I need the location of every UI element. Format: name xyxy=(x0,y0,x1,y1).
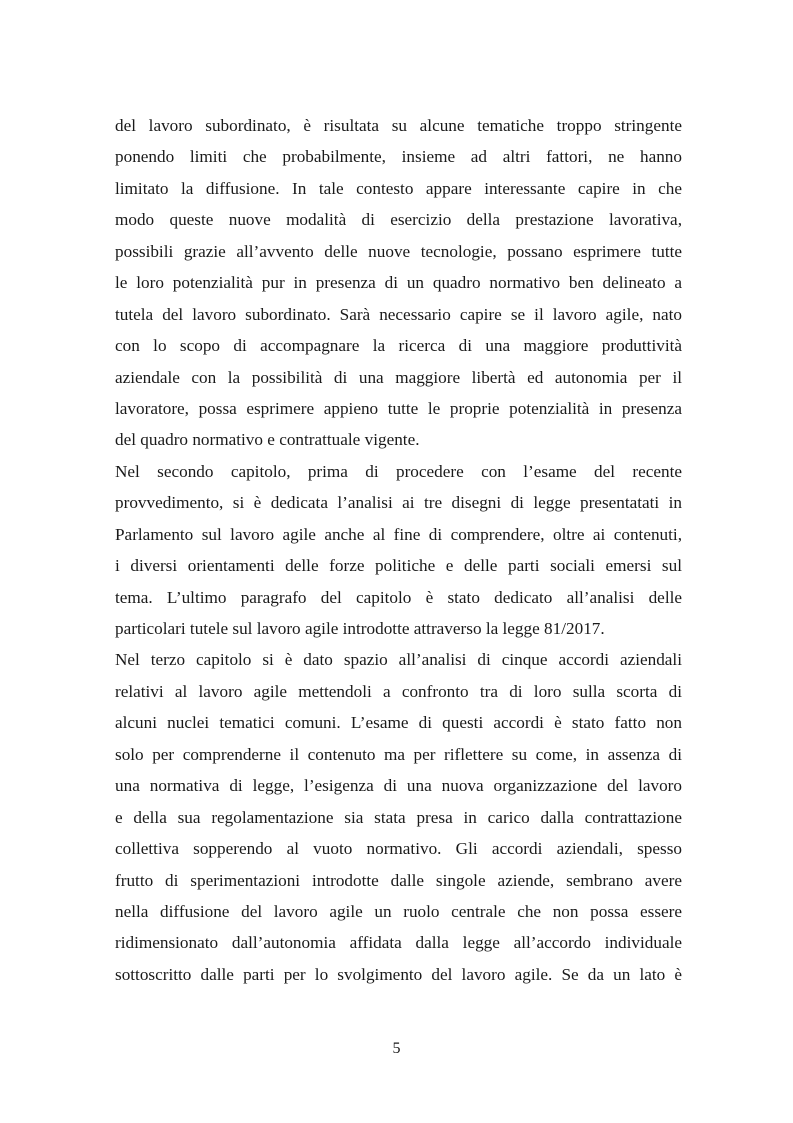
text-line: con lo scopo di accompagnare la ricerca di una maggiore produttività xyxy=(115,336,682,356)
text-line: lavoratore, possa esprimere appieno tutte le proprie potenzialità in presenza xyxy=(115,398,682,418)
text-line: sottoscritto dalle parti per lo svolgimento del lavoro agile. Se da un lato è xyxy=(115,964,682,984)
text-line: frutto di sperimentazioni introdotte dalle singole aziende, sembrano avere xyxy=(115,870,682,890)
page-number: 5 xyxy=(392,1040,401,1057)
text-line: ponendo limiti che probabilmente, insieme ad altri fattori, ne hanno xyxy=(115,147,682,167)
text-line: possibili grazie all’avvento delle nuove tecnologie, possano esprimere tutte xyxy=(115,241,682,261)
text-line: provvedimento, si è dedicata l’analisi ai tre disegni di legge presentatati in xyxy=(115,493,682,513)
text-line: tutela del lavoro subordinato. Sarà necessario capire se il lavoro agile, nato xyxy=(115,304,682,324)
text-line: tema. L’ultimo paragrafo del capitolo è stato dedicato all’analisi delle xyxy=(115,587,682,607)
text-line: solo per comprenderne il contenuto ma per riflettere su come, in assenza di xyxy=(115,744,682,764)
text-line: limitato la diffusione. In tale contesto appare interessante capire in che xyxy=(115,178,682,198)
text-line: e della sua regolamentazione sia stata presa in carico dalla contrattazione xyxy=(115,807,682,827)
text-line: relativi al lavoro agile mettendoli a confronto tra di loro sulla scorta di xyxy=(115,681,682,701)
body-text xyxy=(115,110,682,990)
text-line: nella diffusione del lavoro agile un ruolo centrale che non possa essere xyxy=(115,901,682,921)
paragraph-end-line: particolari tutele sul lavoro agile introdotte attraverso la legge 81/2017. xyxy=(115,619,605,638)
text-line: le loro potenzialità pur in presenza di un quadro normativo ben delineato a xyxy=(115,273,682,293)
text-line: del lavoro subordinato, è risultata su alcune tematiche troppo stringente xyxy=(115,116,682,135)
paragraph-end-line: del quadro normativo e contrattuale vigente. xyxy=(115,430,420,450)
text-line: aziendale con la possibilità di una maggiore libertà ed autonomia per il xyxy=(115,367,682,387)
text-line: Nel secondo capitolo, prima di procedere con l’esame del recente xyxy=(115,461,682,481)
text-line: alcuni nuclei tematici comuni. L’esame di questi accordi è stato fatto non xyxy=(115,713,682,733)
text-line: Parlamento sul lavoro agile anche al fine di comprendere, oltre ai contenuti, xyxy=(115,524,682,544)
text-line: una normativa di legge, l’esigenza di una nuova organizzazione del lavoro xyxy=(115,776,682,796)
text-line: ridimensionato dall’autonomia affidata dalla legge all’accordo individuale xyxy=(115,933,682,953)
text-line: modo queste nuove modalità di esercizio della prestazione lavorativa, xyxy=(115,210,682,230)
text-line: Nel terzo capitolo si è dato spazio all’analisi di cinque accordi aziendali xyxy=(115,650,682,670)
text-line: collettiva sopperendo al vuoto normativo. Gli accordi aziendali, spesso xyxy=(115,839,682,859)
text-line: i diversi orientamenti delle forze politiche e delle parti sociali emersi sul xyxy=(115,556,682,576)
